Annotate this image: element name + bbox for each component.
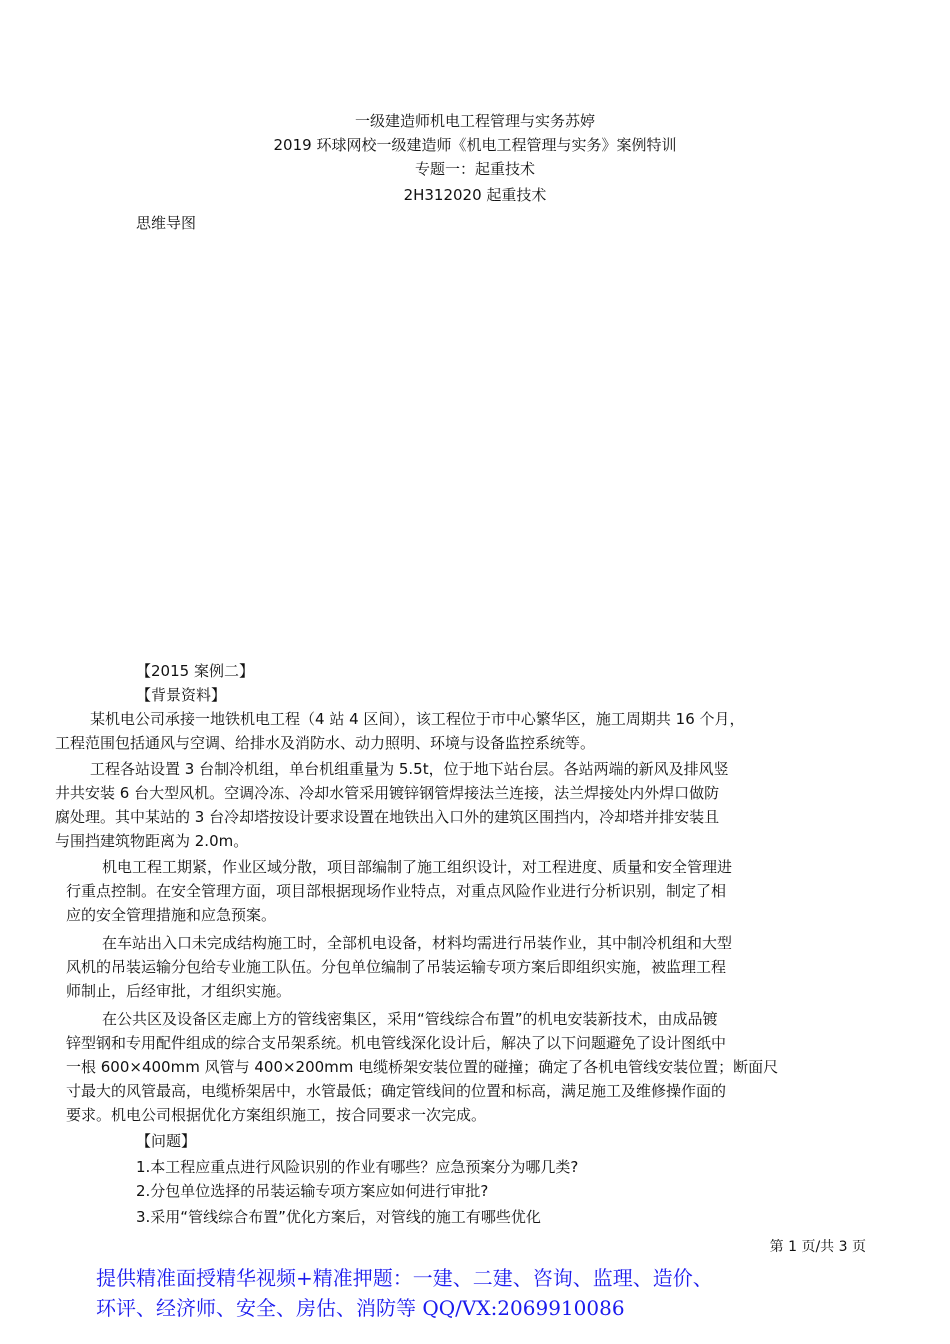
- paragraph-2-line-1: 工程各站设置 3 台制冷机组，单台机组重量为 5.5t，位于地下站台层。各站两端的新风及排风竖: [90, 760, 729, 778]
- question-2: 2.分包单位选择的吊装运输专项方案应如何进行审批?: [136, 1182, 489, 1200]
- paragraph-5-line-2: 锌型钢和专用配件组成的综合支吊架系统。机电管线深化设计后，解决了以下问题避免了设计图纸中: [66, 1034, 727, 1052]
- document-title-author: 一级建造师机电工程管理与实务苏婷: [354, 112, 595, 130]
- paragraph-3-line-2: 行重点控制。在安全管理方面，项目部根据现场作业特点，对重点风险作业进行分析识别，制定了相: [66, 882, 727, 900]
- paragraph-1-line-1: 某机电公司承接一地铁机电工程（4 站 4 区间），该工程位于市中心繁华区，施工周期共 16 个月，: [90, 710, 745, 728]
- paragraph-4-line-1: 在车站出入口未完成结构施工时，全部机电设备，材料均需进行吊装作业，其中制冷机组和大型: [102, 934, 733, 952]
- paragraph-2-line-3: 腐处理。其中某站的 3 台冷却塔按设计要求设置在地铁出入口外的建筑区围挡内，冷却塔并排安装且: [55, 808, 720, 826]
- paragraph-5-line-3: 一根 600×400mm 风管与 400×200mm 电缆桥架安装位置的碰撞；确定了各机电管线安装位置；断面尺: [66, 1058, 779, 1076]
- paragraph-2-line-4: 与围挡建筑物距离为 2.0m。: [55, 832, 249, 850]
- question-3: 3.采用“管线综合布置”优化方案后，对管线的施工有哪些优化: [136, 1208, 541, 1226]
- paragraph-2-line-2: 井共安装 6 台大型风机。空调冷冻、冷却水管采用镀锌钢管焊接法兰连接，法兰焊接处内外焊口做防: [55, 784, 720, 802]
- paragraph-4-line-2: 风机的吊装运输分包给专业施工队伍。分包单位编制了吊装运输专项方案后即组织实施，被监理工程: [66, 958, 727, 976]
- paragraph-4-line-3: 师制止，后经审批，才组织实施。: [66, 982, 292, 1000]
- paragraph-1-line-2: 工程范围包括通风与空调、给排水及消防水、动力照明、环境与设备监控系统等。: [55, 734, 596, 752]
- document-title-course: 2019 环球网校一级建造师《机电工程管理与实务》案例特训: [273, 136, 677, 154]
- paragraph-5-line-1: 在公共区及设备区走廊上方的管线密集区，采用“管线综合布置”的机电安装新技术，由成品镀: [102, 1010, 718, 1028]
- case-heading: 【2015 案例二】: [136, 662, 254, 680]
- questions-heading: 【问题】: [136, 1132, 197, 1150]
- question-1: 1.本工程应重点进行风险识别的作业有哪些？应急预案分为哪几类?: [136, 1158, 579, 1176]
- ad-banner-line-1: 提供精准面授精华视频+精准押题：一建、二建、咨询、监理、造价、: [96, 1266, 713, 1290]
- page-number: 第 1 页/共 3 页: [769, 1239, 866, 1255]
- paragraph-5-line-5: 要求。机电公司根据优化方案组织施工，按合同要求一次完成。: [66, 1106, 487, 1124]
- document-title-topic: 专题一：起重技术: [414, 160, 535, 178]
- paragraph-5-line-4: 寸最大的风管最高，电缆桥架居中，水管最低；确定管线间的位置和标高，满足施工及维修操作面的: [66, 1082, 727, 1100]
- background-heading: 【背景资料】: [136, 686, 227, 704]
- mindmap-label: 思维导图: [136, 214, 197, 232]
- document-title-code: 2H312020 起重技术: [403, 186, 547, 204]
- paragraph-3-line-1: 机电工程工期紧，作业区域分散，项目部编制了施工组织设计，对工程进度、质量和安全管理进: [102, 858, 733, 876]
- ad-banner-line-2: 环评、经济师、安全、房估、消防等 QQ/VX:2069910086: [96, 1296, 625, 1320]
- paragraph-3-line-3: 应的安全管理措施和应急预案。: [66, 906, 277, 924]
